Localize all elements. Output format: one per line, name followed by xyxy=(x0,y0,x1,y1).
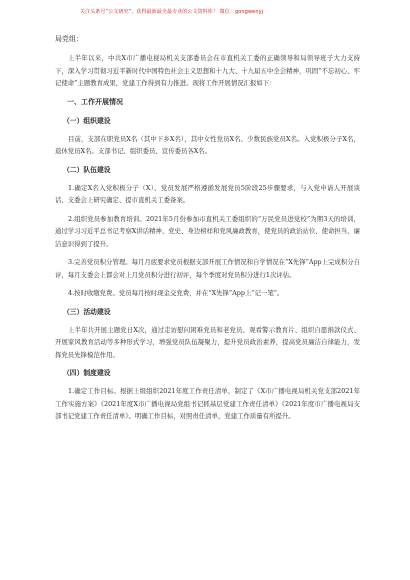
promo-banner: 关注头条号“公文研究”，获得最新最全最专业的公文资料库！ 微信：gongwenyj xyxy=(80,9,264,15)
subsection-heading-team: （二）队伍建设 xyxy=(63,165,111,174)
subsection-heading-system: （四）制度建设 xyxy=(63,369,111,377)
section-heading: 一、工作开展情况 xyxy=(67,96,123,106)
paragraph: 目前，支部在职党员X名（其中下乡X名），其中女性党员X名、少数民族党员X名。入党积极分子X名，退休党员X名。支部书记、组织委员、宣传委员各X名。 xyxy=(55,134,360,155)
subsection-heading-organization: （一）组织建设 xyxy=(63,116,111,125)
subsection-heading-activities: （三）活动建设 xyxy=(63,307,111,316)
intro-paragraph: 上半年以来，中共X市广播电视局机关支部委员会在市直机关工委的正确领导和局领导班子大力支持下，深入学习贯彻习近平新时代中国特色社会主义思想和十九大、十九届五中全会精神，巩固“不忘初心、牢记使命”主题教育成果，党建工作得到有力推进。现将工作开展情况汇报如下： xyxy=(55,54,360,87)
document-body xyxy=(55,33,360,429)
paragraph: 3.完善党员积分管理。每月月底要求党员根据支部开展工作情况和自学情况在“X先锋”App上完成积分自评，每月支委会上都会对上月党员积分进行初评，每个季度对党员积分进行1次评估。 xyxy=(55,258,360,279)
paragraph: 1.确定工作目标。根据上级组织2021年度工作责任清单，制定了《X市广播电视局机关党支部2021年工作实施方案》《2021年度X市广播电视局党组书记抓基层党建工作责任清单》《2021年度市广播电视局支部书记党建工作责任清单》。明确工作目标，对照责任清单，党建工作质量有所提升。 xyxy=(55,387,360,420)
paragraph: 4.按时收缴党费。党员每月按时现金交党费，并在“X先锋”App上“记一笔”。 xyxy=(68,289,284,297)
salutation: 局党组： xyxy=(55,35,83,43)
paragraph: 2.组织党员参加教育培训。2021年5月份参加市直机关工委组织的“万民党员进党校”为期3天的培训，通过学习习近平总书记考察X讲话精神、党史、身边榜样和党风廉政教育，使党员的政治站位、使命担当、廉洁意识得到了提升。 xyxy=(55,214,360,248)
paragraph: 1.确定X名入党积极分子（X）、党员发展严格遵循发展党员5阶段25步骤要求，与入党申请人开展谈话、支委会上研究确定、提市直机关工委备案。 xyxy=(55,183,360,204)
paragraph: 上半年共开展主题党日X次，通过走访慰问困难党员和老党员、观看警示教育片、组织自愿捐款仪式、开展家风教育活动等多种形式学习，增强党员队伍凝聚力，提升党员政治素养，提高党员廉洁自律能力，发挥党员先锋模范作用。 xyxy=(55,325,360,359)
